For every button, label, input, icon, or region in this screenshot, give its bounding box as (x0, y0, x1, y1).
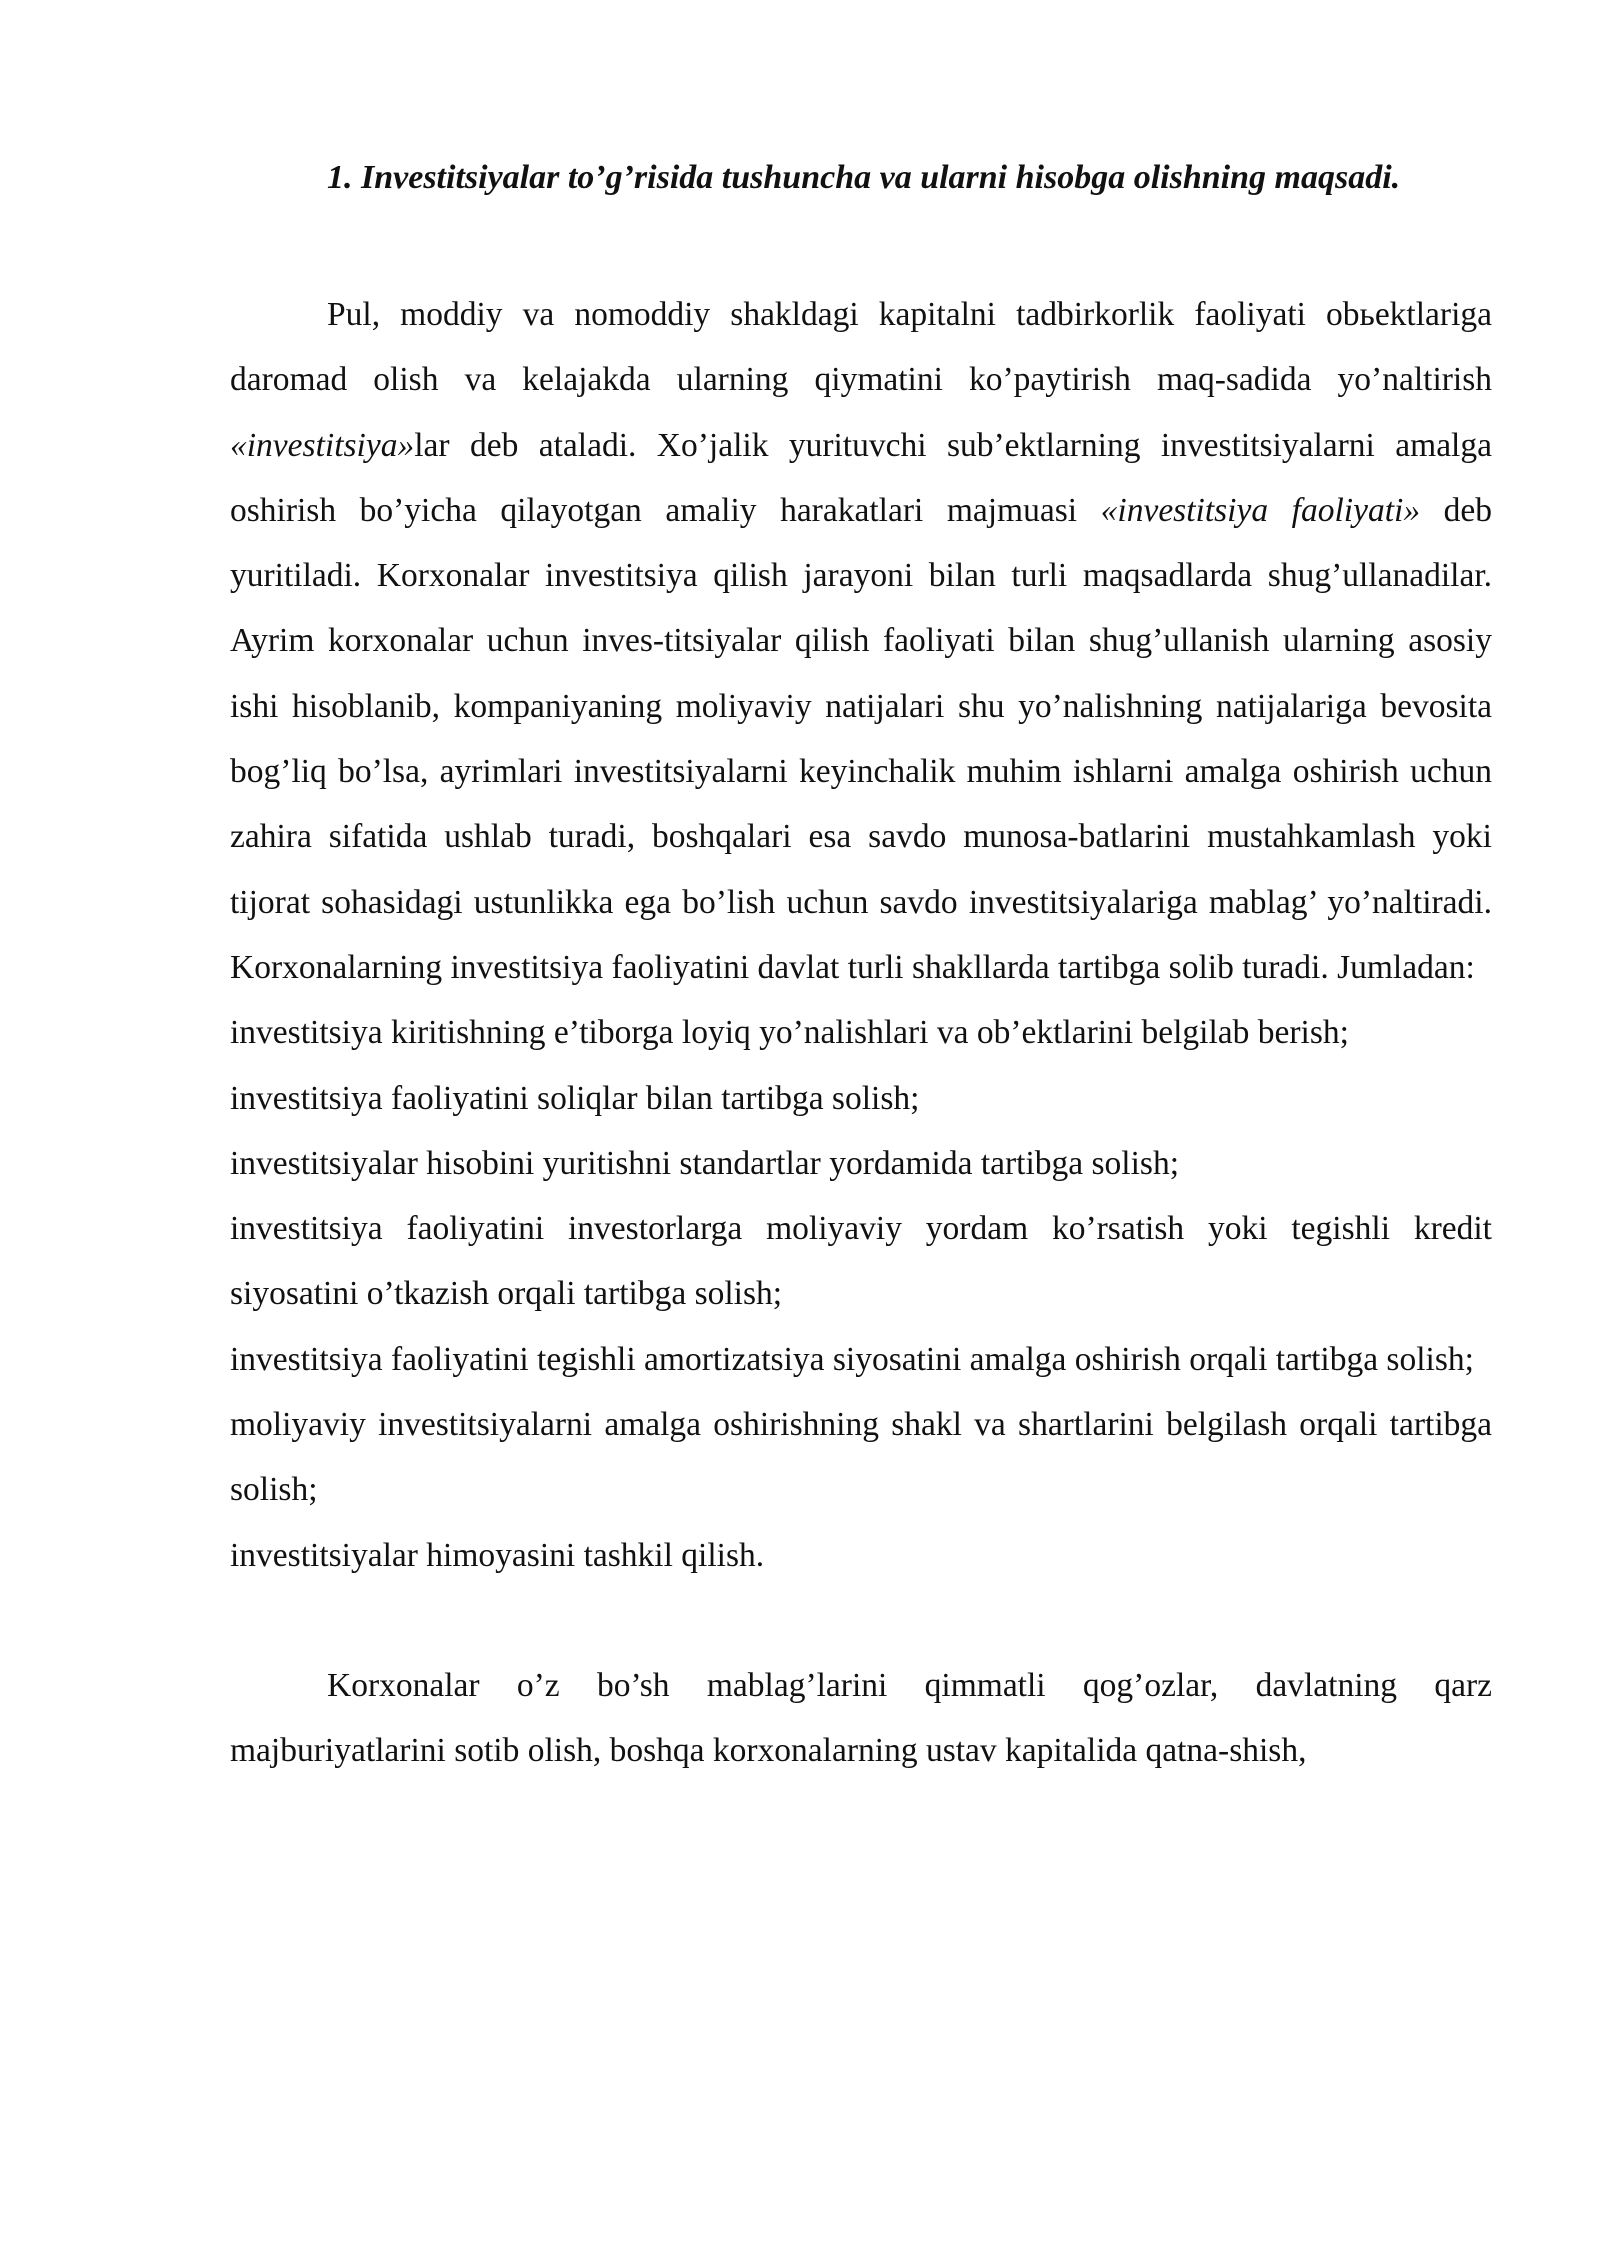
regulation-list (230, 1000, 1492, 1588)
paragraph-free-funds: Korxonalar o’z bo’sh mablag’larini qimmatli qog’ozlar, davlatning qarz majburiyatlarini sotib olish, boshqa korxonalarning ustav kapitalida qatna-shish, (230, 1666, 1492, 1770)
document-page (230, 145, 1492, 1784)
list-item: moliyaviy investitsiyalarni amalga oshirishning shakl va shartlarini belgilash orqali tartibga solish; (230, 1406, 1492, 1509)
list-item: investitsiyalar himoyasini tashkil qilish. (230, 1536, 765, 1574)
list-item: investitsiya faoliyatini soliqlar bilan tartibga solish; (230, 1079, 920, 1117)
list-item: investitsiya faoliyatini tegishli amortizatsiya siyosatini amalga oshirish orqali tartibga solish; (230, 1340, 1474, 1378)
section-heading: 1. Investitsiyalar to’g’risida tushuncha va ularni hisobga olishning maqsadi. (327, 159, 1401, 196)
paragraph-text: deb yuritiladi. Korxonalar investitsiya qilish jarayoni bilan turli maqsadlarda shug’ullanadilar. Ayrim korxonalar uchun inves-titsiyalar qilish faoliyati bilan shug’ullanish ularning asosiy ishi hisoblanib, kompaniyaning moliyaviy natijalari shu yo’nalishning natijalariga bevosita bog’liq bo’lsa, ayrimlari investitsiyalarni keyinchalik muhim ishlarni amalga oshirish uchun zahira sifatida ushlab turadi, boshqalari esa savdo munosa-batlarini mustahkamlash yoki tijorat sohasidagi ustunlikka ega bo’lish uchun savdo investitsiyalariga mablag’ yo’naltiradi. Korxonalarning investitsiya faoliyatini davlat turli shakllarda tartibga solib turadi. Jumladan: (230, 491, 1492, 986)
spacer (230, 1588, 1492, 1653)
list-item: investitsiya faoliyatini investorlarga moliyaviy yordam ko’rsatish yoki tegishli kredit siyosatini o’tkazish orqali tartibga solish; (230, 1210, 1492, 1313)
term-investitsiya: «investitsiya» (230, 426, 415, 464)
list-item: investitsiyalar hisobini yuritishni standartlar yordamida tartibga solish; (230, 1144, 1180, 1182)
spacer (230, 210, 1492, 282)
list-item: investitsiya kiritishning e’tiborga loyiq yo’nalishlari va ob’ektlarini belgilab berish; (230, 1014, 1349, 1052)
paragraph-text: lar deb ataladi. Xo’jalik yurituvchi sub’ektlarning investitsiyalarni amalga oshirish bo’yicha qilayotgan amaliy harakatlari majmuasi (230, 426, 1492, 529)
term-investitsiya-faoliyati: «investitsiya faoliyati» (1100, 491, 1421, 529)
paragraph-text: Pul, moddiy va nomoddiy shakldagi kapitalni tadbirkorlik faoliyati obьektlariga daromad olish va kelajakda ularning qiymatini ko’paytirish maq-sadida yo’naltirish (230, 296, 1492, 399)
paragraph-investment-definition (230, 282, 1492, 1000)
